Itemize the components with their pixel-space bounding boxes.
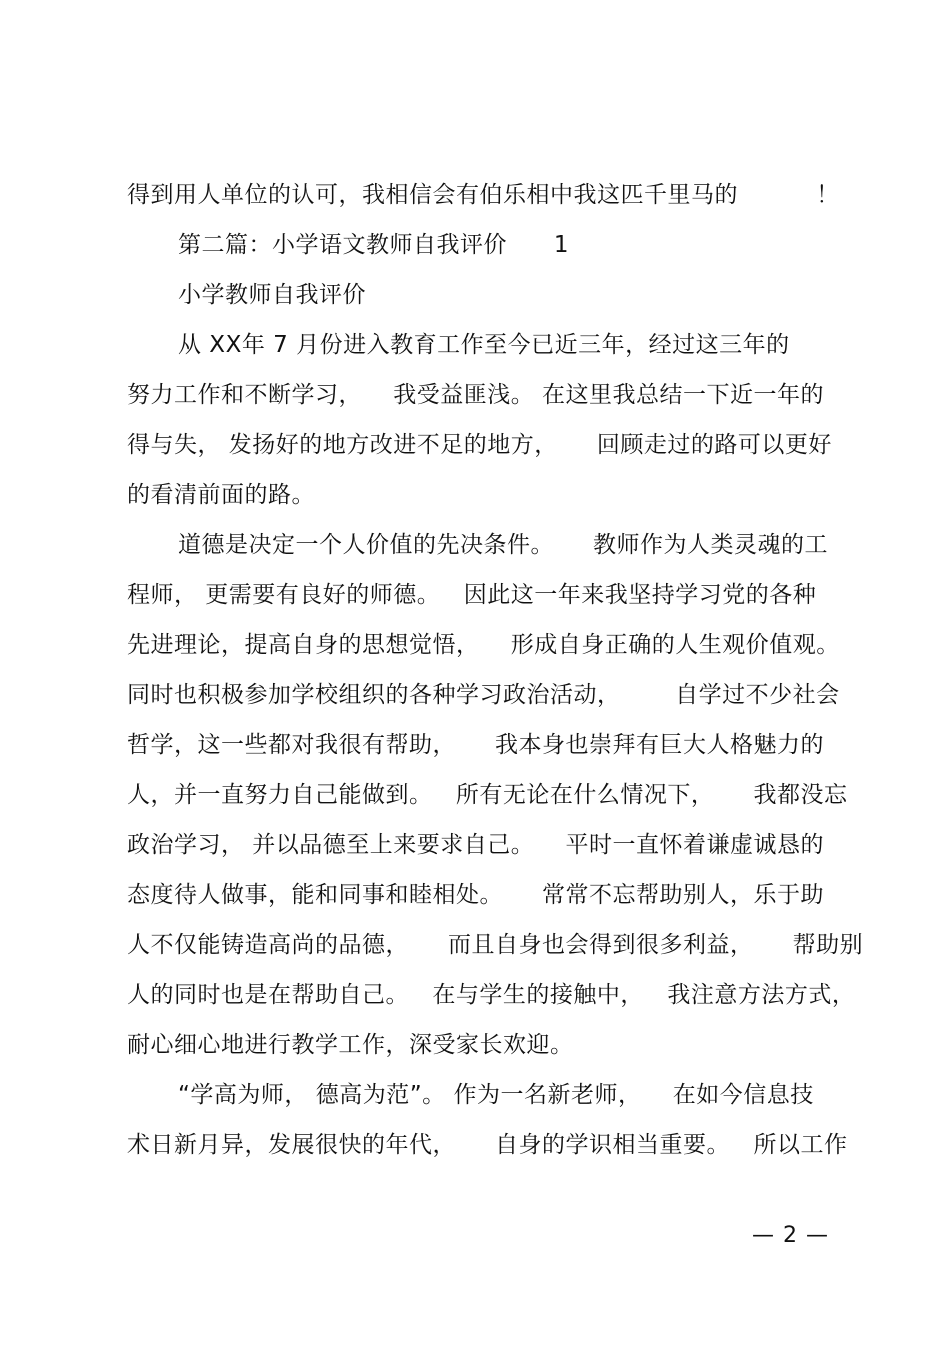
text-line: 得与失， 发扬好的地方改进不足的地方， 回顾走过的路可以更好 <box>127 432 832 458</box>
text-line: 程师， 更需要有良好的师德。 因此这一年来我坚持学习党的各种 <box>127 582 817 608</box>
text-line: 人，并一直努力自己能做到。 所有无论在什么情况下， 我都没忘 <box>127 782 848 808</box>
text-line: 哲学，这一些都对我很有帮助， 我本身也崇拜有巨大人格魅力的 <box>127 732 825 758</box>
text-line: 态度待人做事，能和同事和睦相处。 常常不忘帮助别人，乐于助 <box>127 882 825 908</box>
text-line: 先进理论，提高自身的思想觉悟， 形成自身正确的人生观价值观。 <box>127 632 840 658</box>
text-line: 的看清前面的路。 <box>127 482 315 508</box>
page-number: — 2 — <box>752 1223 829 1248</box>
text-line: 从 XX年 7 月份进入教育工作至今已近三年，经过这三年的 <box>178 332 790 358</box>
document-title: 小学教师自我评价 <box>178 282 366 308</box>
text-line: “学高为师， 德高为范”。 作为一名新老师， 在如今信息技 <box>178 1082 814 1108</box>
text-line: 努力工作和不断学习， 我受益匪浅。 在这里我总结一下近一年的 <box>127 382 825 408</box>
text-line: 得到用人单位的认可，我相信会有伯乐相中我这匹千里马的 ！ <box>127 182 840 208</box>
text-line: 道德是决定一个人价值的先决条件。 教师作为人类灵魂的工 <box>178 532 829 558</box>
section-heading: 第二篇：小学语文教师自我评价 1 <box>178 232 569 258</box>
text-line: 政治学习， 并以品德至上来要求自己。 平时一直怀着谦虚诚恳的 <box>127 832 825 858</box>
text-line: 术日新月异，发展很快的年代， 自身的学识相当重要。 所以工作 <box>127 1132 848 1158</box>
text-line: 人的同时也是在帮助自己。 在与学生的接触中， 我注意方法方式， <box>127 982 856 1008</box>
text-line: 人不仅能铸造高尚的品德， 而且自身也会得到很多利益， 帮助别 <box>127 932 864 958</box>
text-line: 耐心细心地进行教学工作，深受家长欢迎。 <box>127 1032 574 1058</box>
text-line: 同时也积极参加学校组织的各种学习政治活动， 自学过不少社会 <box>127 682 840 708</box>
